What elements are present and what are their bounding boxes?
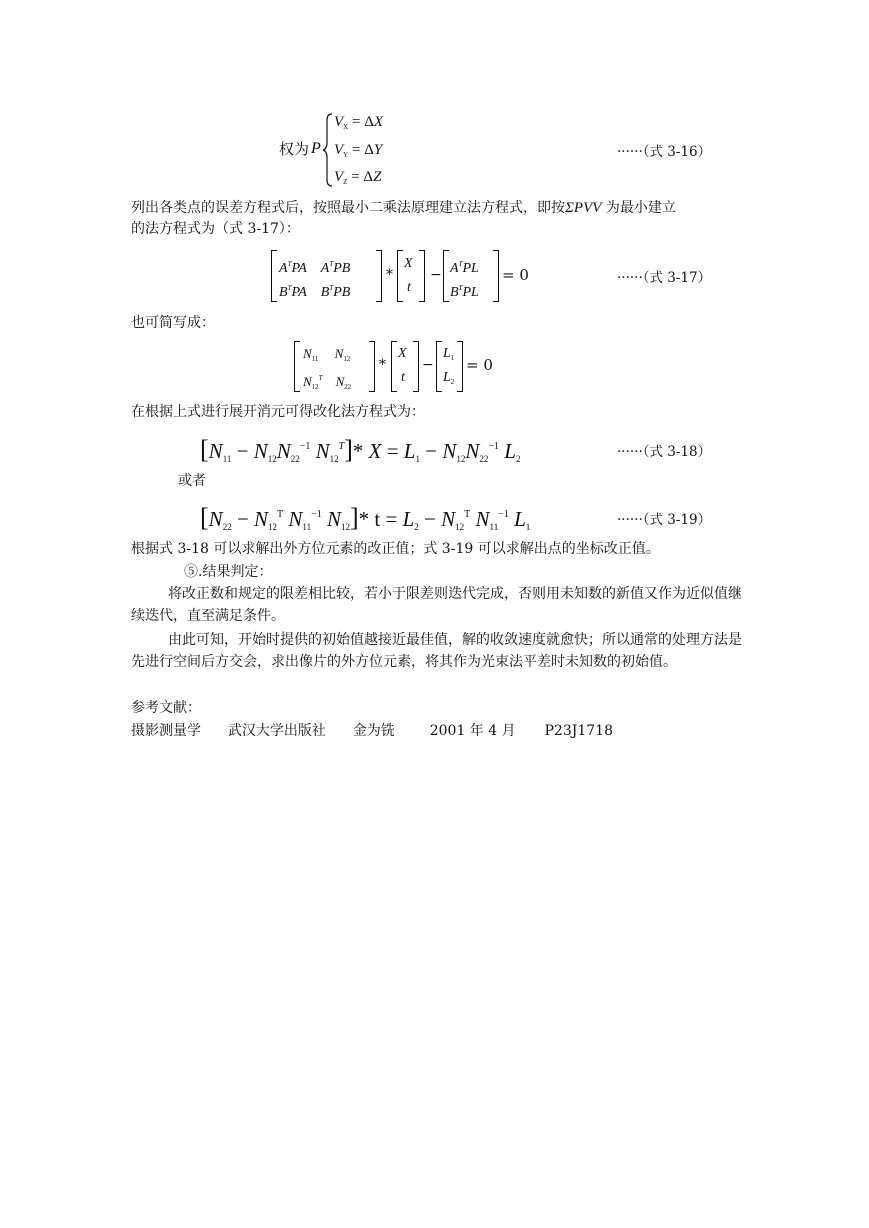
vx-line: $V_X = \Delta X$	[334, 114, 384, 131]
weight-prefix: 权为	[279, 140, 310, 158]
or-text: 或者	[178, 473, 206, 489]
equation-number-3-18: ······（式 3-18）	[617, 444, 712, 460]
paragraph-normal-equations	[131, 197, 676, 219]
sigma-pvv: ΣPVV	[565, 200, 602, 216]
reference-code: P23J1718	[544, 723, 613, 739]
para1-tail: 为最小建立	[605, 200, 676, 216]
para1-line2: 的法方程式为（式 3-17）：	[131, 221, 300, 237]
weight-symbol: P	[311, 140, 321, 157]
after-equation-text: 根据式 3-18 可以求解出外方位元素的改正值；式 3-19 可以求解出点的坐标改正值。	[131, 541, 660, 557]
paragraph-conclusion: 由此可知，开始时提供的初始值越接近最佳值，解的收敛速度就愈快；所以通常的处理方法是先进行空间后方交会，求出像片的外方位元素，将其作为光束法平差时未知数的初始值。	[131, 632, 742, 670]
expand-text: 在根据上式进行展开消元可得改化法方程式为：	[131, 404, 425, 420]
reference-entry	[131, 720, 613, 742]
vz-line: $V_Z = \Delta Z$	[334, 169, 382, 186]
reference-author: 金为铣	[352, 723, 395, 739]
vy-line: $V_Y = \Delta Y$	[334, 142, 383, 159]
reference-title: 摄影测量学	[131, 723, 201, 739]
equation-number-3-16: ······（式 3-16）	[617, 144, 712, 160]
step5-heading: ⑤.结果判定：	[184, 564, 273, 580]
left-brace-icon	[321, 112, 335, 188]
reference-date: 2001 年 4 月	[429, 723, 516, 739]
equation-number-3-19: ······（式 3-19）	[617, 512, 712, 528]
document-page: 权为 P $V_X = \Delta X$ $V_Y = \Delta Y$ $V_Z = \Delta Z$ ······（式 3-16） 列出各类点的误差方程式后，按照最小二乘法原理建立法方程式，即按ΣPVV 为最小建立 的法方程式为（式 3-17）： $A^TPA$ $A^TPB$ $B^TPA$ $B^TPB$ * X t − $A^TPL$ $B^TPL$ = 0 ······（式 3-17） 也可简写成： $N_{11}$ $N_{12}$ $N_{12}^T$ $N_{22}$ * X t − $L_1$ $L_2$ = 0 在根据上式进行展开消元可得改化法方程式为： [$N11 - N12N22^{-1}$ $N12^T]*$ $X = L1 - N12N22^{-1}$ L2 ······（式 3-18） 或者 [$N22 - N12^T$ $N11^{-1}$ N12]* $t = L2 - N12^T$ $N11^{-1}$ L1 ······（式 3-19） 根据式 3-18 可以求解出外方位元素的改正值；式 3-19 可以求解出点的坐标改正值。 ⑤.结果判定： 将改正数和规定的限差相比较，若小于限差则迭代完成，否则用未知数的新值又作为近似值继续迭代，直至满足条件。 由此可知，开始时提供的初始值越接近最佳值，解的收敛速度就愈快；所以通常的处理方法是先进行空间后方交会，求出像片的外方位元素，将其作为光束法平差时未知数的初始值。 参考文献： 摄影测量学 武汉大学出版社 金为铣 2001 年 4 月 P23J1718	[0, 0, 869, 1228]
para1-line1: 列出各类点的误差方程式后，按照最小二乘法原理建立法方程式，即按	[131, 200, 565, 216]
references-title: 参考文献：	[131, 700, 201, 716]
reference-publisher: 武汉大学出版社	[227, 723, 326, 739]
equation-number-3-17: ······（式 3-17）	[617, 270, 712, 286]
simplify-text: 也可简写成：	[131, 315, 215, 331]
paragraph-result-judgement: 将改正数和规定的限差相比较，若小于限差则迭代完成，否则用未知数的新值又作为近似值继续迭代，直至满足条件。	[131, 586, 742, 624]
